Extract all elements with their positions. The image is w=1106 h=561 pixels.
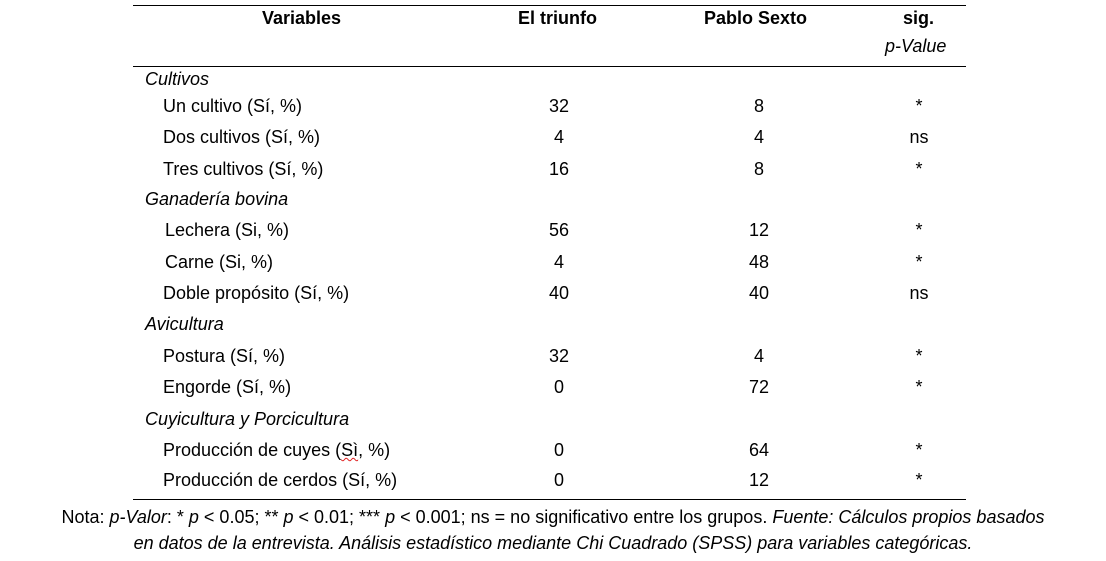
group-row [0,189,1106,213]
table-header-rule [133,66,966,67]
pablo-sexto-value: 4 [753,127,764,147]
table-row [0,127,1106,151]
row-label: Lechera (Si, %) [165,220,290,240]
note-text: < 0.01; *** [293,507,386,527]
table-note [0,504,1106,556]
significance-value: * [915,470,923,490]
significance-value: * [915,96,923,116]
significance-value: * [915,252,923,272]
note-prefix: Nota: [61,507,110,527]
row-label [163,440,390,461]
group-row [0,314,1106,338]
row-label: Carne (Si, %) [165,252,274,272]
spellcheck-word: Sì [341,440,359,460]
row-label-part: , %) [358,440,391,460]
table-bottom-rule [133,499,966,500]
note-source: Fuente: Cálculos propios basados [772,507,1045,527]
row-label: Engorde (Sí, %) [163,377,292,397]
group-label: Cultivos [145,69,210,89]
table-row [0,346,1106,370]
el-triunfo-value: 40 [548,283,570,303]
el-triunfo-value: 32 [548,346,570,366]
table-row [0,283,1106,307]
el-triunfo-value: 0 [553,470,564,490]
pablo-sexto-value: 48 [748,252,770,272]
row-label: Doble propósito (Sí, %) [163,283,350,303]
significance-value: * [915,220,923,240]
significance-value: ns [909,127,929,147]
note-line-2 [0,530,1106,556]
group-row [0,409,1106,433]
note-line-1 [0,504,1106,530]
note-text: < 0.05; ** [198,507,284,527]
pablo-sexto-value: 12 [748,220,770,240]
pablo-sexto-value: 72 [748,377,770,397]
el-triunfo-value: 56 [548,220,570,240]
table-row [0,252,1106,276]
group-label: Avicultura [145,314,224,334]
el-triunfo-value: 0 [553,440,564,460]
group-label: Cuyicultura y Porcicultura [145,409,350,429]
table-row [0,159,1106,183]
group-label: Ganadería bovina [145,189,289,209]
el-triunfo-value: 16 [548,159,570,179]
significance-value: * [915,440,923,460]
header-pablo-sexto: Pablo Sexto [704,8,808,28]
significance-value: ns [909,283,929,303]
row-label-part: Producción de cuyes ( [163,440,342,460]
header-el-triunfo: El triunfo [518,8,597,28]
note-text: : * [166,507,189,527]
significance-value: * [915,377,923,397]
pablo-sexto-value: 64 [748,440,770,460]
table-row [0,377,1106,401]
row-label: Un cultivo (Sí, %) [163,96,303,116]
note-p: p [188,507,199,527]
pablo-sexto-value: 12 [748,470,770,490]
row-label: Postura (Sí, %) [163,346,286,366]
group-row [0,69,1106,93]
pablo-sexto-value: 8 [753,96,764,116]
note-p: p [283,507,294,527]
pablo-sexto-value: 40 [748,283,770,303]
significance-value: * [915,346,923,366]
el-triunfo-value: 4 [553,127,564,147]
table-row [0,470,1106,494]
row-label: Producción de cerdos (Sí, %) [163,470,398,490]
note-p-valor: p-Valor [109,507,167,527]
pablo-sexto-value: 8 [753,159,764,179]
note-text: < 0.001; ns = no significativo entre los grupos. [395,507,773,527]
pablo-sexto-value: 4 [753,346,764,366]
table-row [0,440,1106,464]
el-triunfo-value: 4 [553,252,564,272]
row-label: Tres cultivos (Sí, %) [163,159,324,179]
note-p: p [385,507,396,527]
row-label: Dos cultivos (Sí, %) [163,127,321,147]
table-row [0,220,1106,244]
header-p-value: p-Value [885,36,947,56]
table-top-rule [133,5,966,6]
el-triunfo-value: 0 [553,377,564,397]
note-source-continued: en datos de la entrevista. Análisis estadístico mediante Chi Cuadrado (SPSS) para variables categóricas. [133,533,973,553]
header-sig: sig. [903,8,935,28]
significance-value: * [915,159,923,179]
table-row [0,96,1106,120]
el-triunfo-value: 32 [548,96,570,116]
header-variables: Variables [262,8,342,28]
